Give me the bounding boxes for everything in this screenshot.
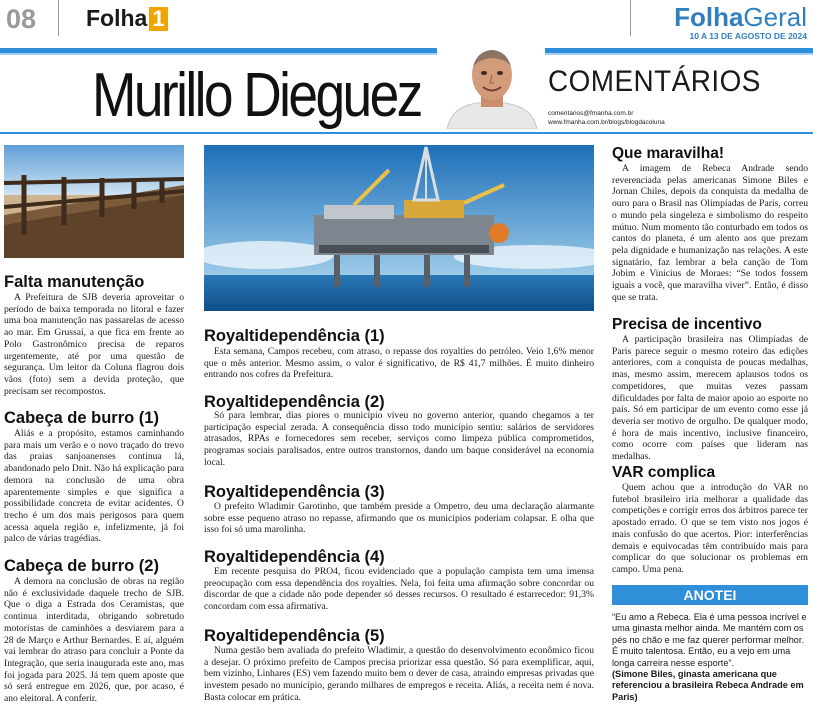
folha1-mark: 1 (149, 7, 167, 31)
contact-url[interactable]: www.fmanha.com.br/blogs/blogdacoluna (548, 119, 665, 126)
edition-date: 10 A 13 DE AGOSTO DE 2024 (689, 31, 807, 41)
paragraph: Quem achou que a introdução do VAR no futebol brasileiro iria melhorar a qualidade das competições e corrigir erros dos árbitros parece ter apostado errado. O que se tem visto nos jogos é mais confusão do que acertos. Pior: interferências demais e equivocadas têm contribuído mais para complicar do que solucionar os problemas em campo. Uma pena. (612, 482, 808, 575)
headline-royalti-2: Royaltidependência (2) (204, 393, 385, 411)
folha-geral-part1: Folha (674, 2, 744, 32)
folha1-brand-text: Folha (86, 5, 148, 31)
text-falta-manutencao (4, 292, 184, 397)
contact-email[interactable]: comentarios@fmanha.com.br (548, 110, 634, 117)
section-title: COMENTÁRIOS (548, 65, 761, 98)
paragraph: A Prefeitura de SJB deveria aproveitar o período de baixa temporada no litoral e fazer uma boa manutenção nas passarelas de acesso ao mar. Em Grussaí, a que fica em frente ao Polo Gastronômico precisa de reparos urgentemente, até por uma questão de segurança. Um leitor da Coluna flagrou dois vãos (foto) sem a devida proteção, que precisam ser recompostos. (4, 292, 184, 397)
headline-precisa-incentivo: Precisa de incentivo (612, 316, 762, 333)
headline-royalti-1: Royaltidependência (1) (204, 327, 385, 345)
folha-geral-part2: Geral (743, 2, 807, 32)
paragraph: Esta semana, Campos recebeu, com atraso, o repasse dos royalties do petróleo. Veio 1,6% menor que o mês anterior. Mesmo assim, o valor é significativo, de R$ 41,7 milhões. É muito dinheiro entrando nos cofres da Prefeitura. (204, 346, 594, 381)
paragraph: Aliás e a propósito, estamos caminhando para mais um verão e o novo traçado do trevo das praias sanjoanenses continua lá, abandonado pelo Dnit. Não há explicação para demora na conclusão de uma obra aparentemente simples e que significa a possibilidade concreta de evitar acidentes. O trecho é um dos mais perigosos para quem acessa aquela região e, infelizmente, já foi palco de várias tragédias. (4, 428, 184, 545)
divider (630, 0, 631, 36)
anotei-banner: ANOTEI (612, 585, 808, 605)
folha1-logo (86, 5, 168, 32)
text-royalti-4 (204, 566, 594, 613)
paragraph: Só para lembrar, dias piores o município viveu no governo anterior, quando chegamos a ter participação especial zerada. A consequência disso todo município sentiu: salários de servidores atrasados, RPAs e fornecedores sem receber, serviços como limpeza pública comprometidos, programas sociais paralisados, entre outros transtornos, dando um baque considerável na economia local. (204, 410, 594, 468)
divider (58, 0, 59, 36)
paragraph: Em recente pesquisa do PRO4, ficou evidenciado que a população campista tem uma imensa preocupação com essa dependência dos royalties. Nela, foi feita uma afirmação sobre concordar ou discordar de que a cidade não pode depender só desses recursos. O resultado é estarrecedor: 91,3% concordam com essa afirmativa. (204, 566, 594, 613)
headline-cabeca-burro-2: Cabeça de burro (2) (4, 557, 159, 575)
author-portrait (437, 45, 545, 129)
headline-cabeca-burro-1: Cabeça de burro (1) (4, 409, 159, 427)
paragraph: A participação brasileira nas Olimpíadas de Paris parece seguir o mesmo roteiro das edições anteriores, com a conquista de poucas medalhas, mas, mesmo assim, merecem aplausos todos os competidores, que muitas vezes passam dificuldades por falta de maior apoio ao esporte no país. Só em participar de um evento como esse já deveria ser motivo de orgulho. De qualquer modo, é hora de mais incentivo, inclusive financeiro, como ocorre com países que lideram nas medalhas. (612, 334, 808, 463)
text-cabeca-burro-2 (4, 576, 184, 705)
headline-royalti-4: Royaltidependência (4) (204, 548, 385, 566)
headline-falta-manutencao: Falta manutenção (4, 273, 145, 291)
text-royalti-3 (204, 501, 594, 536)
paragraph: A imagem de Rebeca Andrade sendo reverenciada pelas americanas Simone Biles e Jornan Chiles, depois da conquista da medalha de ouro para o Brasil nas Olimpíadas de Paris, correu o mundo pela singeleza e simbolismo do respeito mútuo. Num momento tão conturbado em todos os cantos do planeta, é um alento aos que prezam pela dignidade e humanização nas relações. A este signatário, faz lembrar a bela canção de Tom Jobim e Vinicius de Moraes: “Se todos fossem iguais a você, que maravilha viver”. Então, é disso que se trata. (612, 163, 808, 303)
author-name: Murillo Dieguez (92, 61, 421, 130)
folha-geral-logo (674, 2, 807, 33)
paragraph: O prefeito Wladimir Garotinho, que também preside a Ompetro, deu uma declaração alarmante sobre esse pequeno atraso no repasse, afirmando que os municípios poderiam colapsar. E olha que isso foi só uma marolinha. (204, 501, 594, 536)
boardwalk-photo (4, 145, 184, 258)
anotei-attribution: (Simone Biles, ginasta americana que referenciou a brasileira Rebeca Andrade em Paris) (612, 669, 804, 702)
paragraph: Numa gestão bem avaliada do prefeito Wladimir, a questão do desenvolvimento econômico ficou a desejar. O próximo prefeito de Campos precisa priorizar essa questão. Só para exemplificar, aqui, bem vizinho, Linhares (ES) vem fazendo muito bem o dever de casa, atraindo empresas privadas que investem pesado no município, gerando milhares de empregos e receita. Aliás, a receita nem é nova. Basta colocar em prática. (204, 645, 594, 703)
headline-var-complica: VAR complica (612, 464, 716, 481)
text-cabeca-burro-1 (4, 428, 184, 545)
text-royalti-1 (204, 346, 594, 381)
text-var-complica (612, 482, 808, 576)
headline-royalti-3: Royaltidependência (3) (204, 483, 385, 501)
anotei-quote: “Eu amo a Rebeca. Ela é uma pessoa incrível e uma ginasta melhor ainda. Me mantém com os pés no chão e me faz querer performar melhor. É muito talentosa. Então, eu a vejo em uma longa carreira nesse esporte”. (612, 612, 807, 668)
headline-que-maravilha: Que maravilha! (612, 145, 724, 162)
paragraph: A demora na conclusão de obras na região não é exclusividade daquele trecho de SJB. Que o diga a Estrada dos Ceramistas, que continua interditada, obrigando sobretudo motoristas de caminhões a desviarem para a 28 de Março e Arthur Bernardes. E aí, alguém vai lembrar do atraso para concluir a Ponte da Integração, que seria inaugurada este ano, mas foi jogada para 2025. Já tem quem aposte que só será entregue em 2026, que, por acaso, é ano eleitoral. A conferir. (4, 576, 184, 705)
oil-platform-photo (204, 145, 594, 311)
header-rule (0, 132, 813, 134)
headline-royalti-5: Royaltidependência (5) (204, 627, 385, 645)
blue-rule-light (0, 53, 813, 55)
text-que-maravilha (612, 163, 808, 303)
text-precisa-incentivo (612, 334, 808, 463)
text-royalti-5 (204, 645, 594, 704)
page-number: 08 (6, 4, 37, 34)
text-royalti-2 (204, 410, 594, 469)
